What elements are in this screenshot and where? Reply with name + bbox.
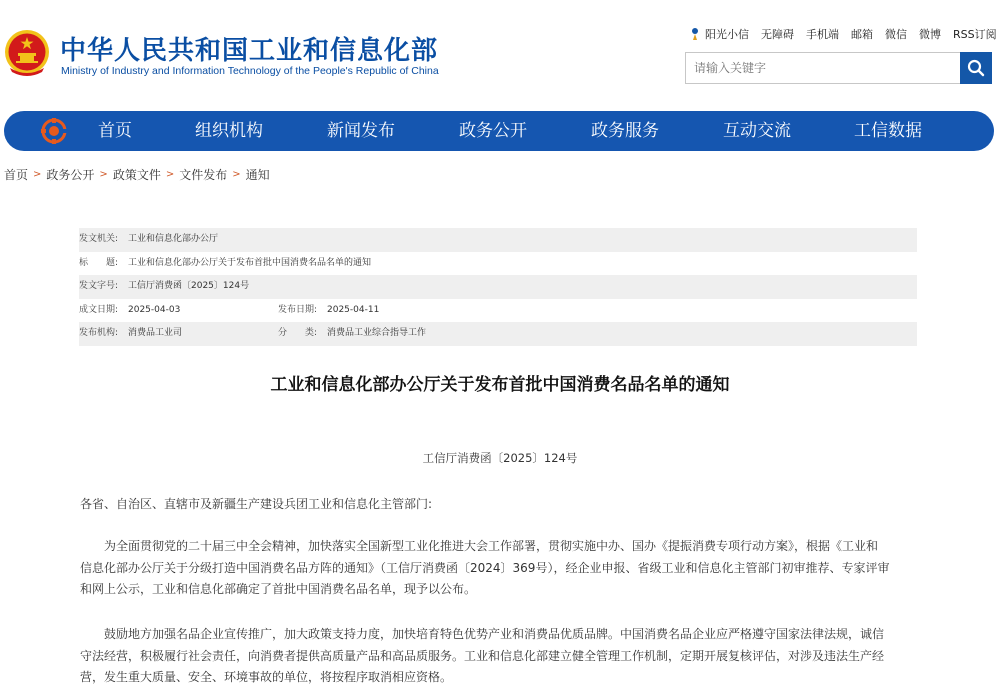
breadcrumb-home[interactable]: 首页: [4, 168, 29, 182]
site-title[interactable]: 中华人民共和国工业和信息化部: [60, 36, 439, 66]
paragraph-line: 信息化部办公厅关于分级打造中国消费名品方阵的通知》（工信厅消费函〔2024〕369号），经企业申报、省级工业和信息化主管部门初审推荐、专家评审: [80, 560, 890, 575]
paragraph-line: 守法经营，积极履行社会责任，向消费者提供高质量产品和高品质服务。工业和信息化部建立健全管理工作机制，定期开展复核评估，对涉及违法生产经: [80, 648, 885, 663]
paragraph-line: 营，发生重大质量、安全、环境事故的单位，将按程序取消相应资格。: [80, 670, 453, 684]
paragraph-line: 和网上公示，工业和信息化部确定了首批中国消费名品名单，现予以公布。: [80, 582, 477, 596]
category-value: 消费品工业综合指导工作: [327, 328, 427, 339]
article-title: 工业和信息化部办公厅关于发布首批中国消费名品名单的通知: [270, 375, 730, 395]
breadcrumb-document-release[interactable]: 文件发布: [179, 168, 228, 182]
info-row-org: [79, 322, 917, 346]
site-subtitle: Ministry of Industry and Information Technology of the People's Republic of China: [61, 65, 439, 77]
document-info-table: [79, 228, 917, 346]
chevron-right-icon: >: [99, 169, 108, 180]
top-link-weibo[interactable]: 微博: [919, 28, 941, 41]
title-label: 标 题:: [79, 257, 119, 268]
nav-item-government-affairs[interactable]: 政务公开: [459, 121, 527, 141]
title-value: 工业和信息化部办公厅关于发布首批中国消费名品名单的通知: [128, 257, 372, 268]
top-link-email[interactable]: 邮箱: [851, 28, 873, 41]
breadcrumb-notice[interactable]: 通知: [245, 168, 270, 182]
created-label: 成文日期:: [79, 304, 119, 315]
miit-logo-icon[interactable]: [40, 117, 68, 145]
nav-item-organization[interactable]: 组织机构: [195, 121, 263, 141]
site-header: [0, 0, 1000, 110]
nav-item-data[interactable]: 工信数据: [854, 121, 922, 141]
article-salutation: 各省、自治区、直辖市及新疆生产建设兵团工业和信息化主管部门:: [80, 497, 433, 511]
published-label: 发布日期:: [278, 304, 318, 315]
issuer-value: 工业和信息化部办公厅: [128, 234, 219, 244]
top-links: [690, 26, 997, 42]
article-paragraph-2: [80, 624, 918, 689]
nav-item-interaction[interactable]: 互动交流: [723, 121, 791, 141]
search-icon: [967, 59, 985, 77]
issuer-label: 发文机关:: [79, 234, 119, 244]
article-paragraph-1: [80, 536, 918, 601]
article-doc-number: 工信厅消费函〔2025〕124号: [422, 451, 578, 465]
top-link-mobile[interactable]: 手机端: [806, 28, 839, 41]
chevron-right-icon: >: [232, 169, 241, 180]
sunshine-icon: [690, 27, 700, 41]
chevron-right-icon: >: [165, 169, 175, 180]
nav-item-home[interactable]: 首页: [98, 121, 132, 141]
paragraph-line: 为全面贯彻党的二十届三中全会精神，加快落实全国新型工业化推进大会工作部署，贯彻实施中办、国办《提振消费专项行动方案》，根据《工业和: [104, 539, 879, 553]
nav-item-services[interactable]: 政务服务: [591, 121, 659, 141]
breadcrumb-policy-documents[interactable]: 政策文件: [112, 168, 161, 182]
top-link-wechat[interactable]: 微信: [885, 28, 907, 41]
top-link-accessibility[interactable]: 无障碍: [761, 28, 794, 41]
info-row-dates: [79, 299, 917, 323]
top-link-sunshine[interactable]: [690, 26, 749, 42]
main-nav: [4, 111, 994, 151]
national-emblem-icon[interactable]: [4, 28, 50, 78]
docno-value: 工信厅消费函〔2025〕124号: [128, 281, 250, 292]
category-label: 分 类:: [278, 328, 318, 339]
published-value: 2025-04-11: [327, 304, 380, 315]
breadcrumb-government-affairs[interactable]: 政务公开: [46, 168, 95, 182]
search-input[interactable]: [686, 53, 962, 83]
org-value: 消费品工业司: [128, 328, 183, 339]
info-row-issuer: [79, 228, 917, 252]
search-box: [685, 52, 992, 84]
org-label: 发布机构:: [79, 328, 119, 339]
info-row-docno: [79, 275, 917, 299]
search-button[interactable]: [960, 52, 992, 84]
paragraph-line: 鼓励地方加强名品企业宣传推广，加大政策支持力度，加快培育特色优势产业和消费品优质品牌。中国消费名品企业应严格遵守国家法律法规，诚信: [104, 627, 885, 641]
chevron-right-icon: >: [33, 169, 42, 180]
breadcrumb: [4, 166, 270, 183]
created-value: 2025-04-03: [128, 304, 181, 315]
docno-label: 发文字号:: [79, 281, 119, 292]
top-link-rss[interactable]: RSS订阅: [953, 28, 997, 41]
top-link-label: 阳光小信: [705, 28, 749, 41]
nav-item-news[interactable]: 新闻发布: [327, 121, 395, 141]
info-row-title: [79, 252, 917, 276]
